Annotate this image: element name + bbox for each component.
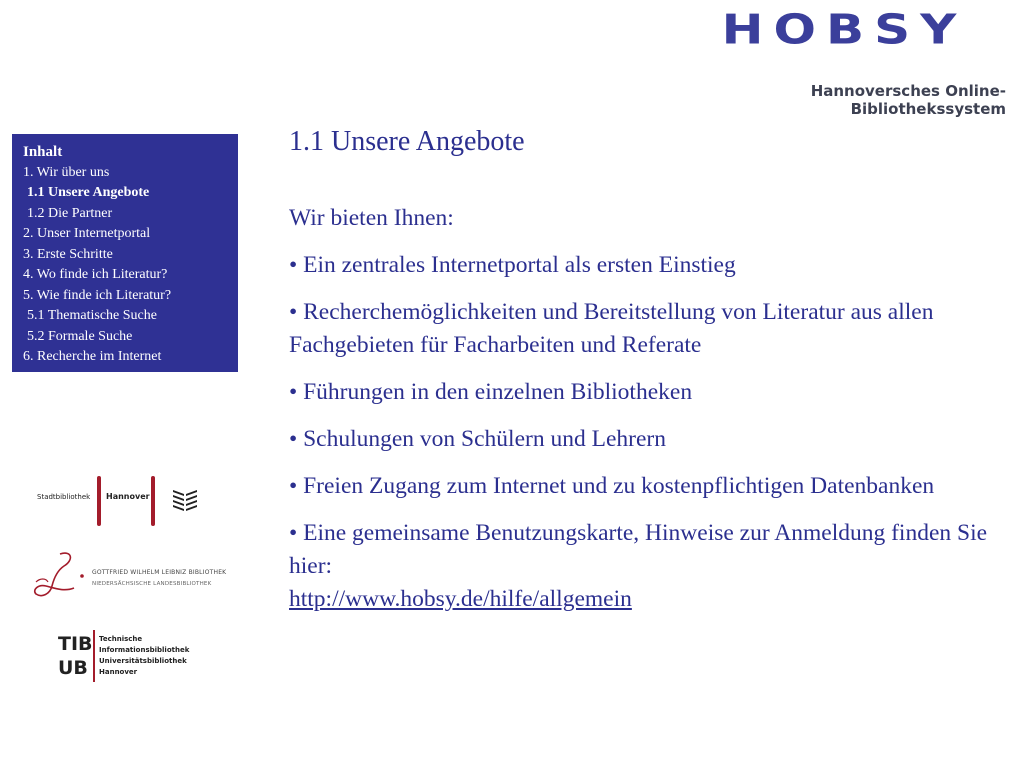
bullet-schulungen: • Schulungen von Schülern und Lehrern [289, 426, 666, 452]
toc-item-recherche-internet[interactable]: 6. Recherche im Internet [23, 349, 162, 364]
main-content [289, 202, 989, 630]
intro-text: Wir bieten Ihnen: [289, 205, 454, 231]
table-of-contents [12, 134, 238, 372]
benutzungskarte-text: • Eine gemeinsame Benutzungskarte, Hinweise zur Anmeldung finden Sie hier: [289, 520, 988, 579]
toc-item-unsere-angebote[interactable]: 1.1 Unsere Angebote [27, 185, 150, 200]
page-title: 1.1 Unsere Angebote [289, 126, 525, 157]
tib-line2: Informationsbibliothek [99, 646, 190, 654]
stadtbibliothek-label: Stadtbibliothek [37, 493, 91, 501]
bullet-internetportal: • Ein zentrales Internetportal als ersten Einstieg [289, 252, 736, 278]
stadtbibliothek-logo[interactable] [33, 476, 201, 526]
bullet-internet-zugang: • Freien Zugang zum Internet und zu kostenpflichtigen Datenbanken [289, 473, 935, 499]
logo-bar-left [97, 476, 101, 526]
hilfe-link[interactable]: http://www.hobsy.de/hilfe/allgemein [289, 586, 632, 612]
tib-ub-logo[interactable] [58, 628, 208, 684]
logo-wordmark: HOBSY [721, 6, 967, 54]
toc-item-internetportal[interactable]: 2. Unser Internetportal [23, 226, 151, 241]
toc-heading: Inhalt [23, 144, 63, 160]
tib-letters: TIB [58, 633, 93, 655]
toc-item-thematische-suche[interactable]: 5.1 Thematische Suche [27, 308, 157, 323]
toc-item-wo-finde-ich[interactable]: 4. Wo finde ich Literatur? [23, 267, 168, 282]
hobsy-logo [690, 6, 1006, 118]
leibniz-line2: NIEDERSÄCHSISCHE LANDESBIBLIOTHEK [92, 581, 212, 587]
tib-line3: Universitätsbibliothek [99, 657, 187, 665]
toc-item-erste-schritte[interactable]: 3. Erste Schritte [23, 246, 113, 262]
hannover-label: Hannover [106, 492, 150, 501]
toc-item-die-partner[interactable]: 1.2 Die Partner [27, 205, 113, 221]
bullet-benutzungskarte [289, 517, 989, 616]
book-icon [171, 486, 199, 514]
logo-bar-right [151, 476, 155, 526]
toc-item-formale-suche[interactable]: 5.2 Formale Suche [27, 328, 133, 344]
tib-line4: Hannover [99, 668, 138, 676]
tib-line1: Technische [99, 635, 143, 643]
logo-subtitle: Hannoversches Online-Bibliothekssystem [810, 82, 1006, 118]
tib-divider [93, 630, 95, 682]
bullet-recherche: • Recherchemöglichkeiten und Bereitstellung von Literatur aus allen Fachgebieten für Facharbeiten und Referate [289, 299, 934, 358]
bullet-fuehrungen: • Führungen in den einzelnen Bibliotheken [289, 379, 693, 405]
toc-item-wir-ueber-uns[interactable]: 1. Wir über uns [23, 164, 110, 180]
leibniz-bibliothek-logo[interactable] [30, 548, 227, 604]
leibniz-line1: GOTTFRIED WILHELM LEIBNIZ BIBLIOTHEK [92, 569, 227, 576]
ub-letters: UB [58, 657, 88, 679]
toc-item-wie-finde-ich[interactable]: 5. Wie finde ich Literatur? [23, 287, 172, 303]
leibniz-signature-icon [30, 548, 90, 604]
